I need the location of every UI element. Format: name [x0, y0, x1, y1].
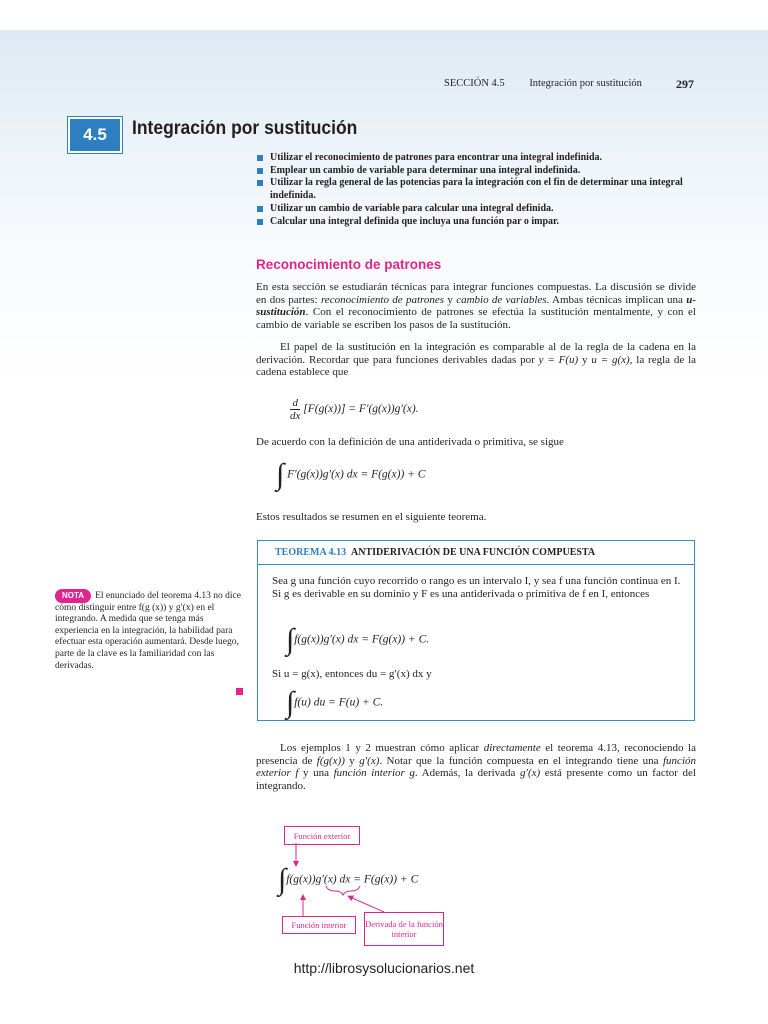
section-title: Integración por sustitución — [132, 118, 358, 139]
footer-url: http://librosysolucionarios.net — [293, 960, 475, 976]
objective-item: Utilizar la regla general de las potencias para la integración con el fin de determinar una integral indefinida. — [256, 177, 696, 202]
theorem-title: ANTIDERIVACIÓN DE UNA FUNCIÓN COMPUESTA — [351, 547, 596, 558]
objective-item: Emplear un cambio de variable para determinar una integral indefinida. — [256, 165, 696, 178]
outer-function-label: Función exterior — [284, 826, 360, 845]
section-number-badge: 4.5 — [68, 117, 122, 153]
inner-function-label: Función interior — [282, 916, 356, 934]
page-number: 297 — [676, 77, 694, 91]
paragraph-intro: En esta sección se estudiarán técnicas para integrar funciones compuestas. La discusión se divide en dos partes: reconocimiento de patrones y cambio de variables. Ambas técnicas implican una u-sustitución. Con el reconocimiento de patrones se efectúa la sustitución mentalmente, y con el cambio de variable se escriben los pasos de la sustitución. — [256, 281, 697, 331]
equation-composite-diagram: ∫f(g(x))g′(x) dx = F(g(x)) + C — [278, 863, 419, 896]
paragraph-chain-rule: El papel de la sustitución en la integración es comparable al de la regla de la cadena en la derivación. Recordar que para funciones derivables dadas por y = F(u) y u = g(x), la regla de la cadena establece que — [256, 341, 697, 378]
theorem-label: TEOREMA 4.13 — [275, 547, 347, 558]
running-head-section: SECCIÓN 4.5 — [444, 78, 505, 89]
margin-note — [55, 589, 245, 672]
objective-item: Utilizar un cambio de variable para calcular una integral definida. — [256, 203, 696, 216]
note-text: El enunciado del teorema 4.13 no dice cómo distinguir entre f(g (x)) y g′(x) en el integrando. A medida que se tenga más experiencia en la integración, la habilidad para efectuar esta operación aumentará. Desde luego, parte de la clave es la familiaridad con las derivadas. — [55, 591, 241, 671]
theorem-substitution: Si u = g(x), entonces du = g′(x) dx y — [272, 668, 432, 680]
objective-item: Utilizar el reconocimiento de patrones para encontrar una integral indefinida. — [256, 152, 696, 165]
paragraph-examples: Los ejemplos 1 y 2 muestran cómo aplicar directamente el teorema 4.13, reconociendo la presencia de f(g(x)) y g′(x). Notar que la función compuesta en el integrando tiene una función exterior f y una función interior g. Además, la derivada g′(x) está presente como un factor del integrando. — [256, 742, 696, 792]
subheading: Reconocimiento de patrones — [256, 257, 442, 272]
note-end-marker — [236, 688, 243, 695]
paragraph-summary: Estos resultados se resumen en el siguiente teorema. — [256, 511, 487, 523]
objective-item: Calcular una integral definida que incluya una función par o impar. — [256, 216, 696, 229]
paragraph-antiderivative: De acuerdo con la definición de una antiderivada o primitiva, se sigue — [256, 436, 564, 448]
inner-derivative-label: Derivada de la función interior — [364, 912, 444, 946]
theorem-equation-2: ∫f(u) du = F(u) + C. — [286, 686, 384, 719]
running-head-title: Integración por sustitución — [529, 78, 642, 89]
running-head — [444, 77, 694, 91]
theorem-header — [258, 541, 694, 565]
theorem-equation-1: ∫f(g(x))g′(x) dx = F(g(x)) + C. — [286, 623, 430, 656]
theorem-box — [257, 540, 695, 721]
derivative-fraction: $\frac{d}{dx}$ — [290, 397, 301, 422]
equation-chain-rule: $\frac{d}{dx}$ [F(g(x))] = F′(g(x))g′(x). — [290, 397, 419, 422]
equation-antiderivative: ∫ F′(g(x))g′(x) dx = F(g(x)) + C — [276, 458, 426, 491]
objectives-list — [256, 152, 696, 228]
integral-sign: ∫ — [276, 458, 285, 491]
note-badge: NOTA — [55, 589, 91, 603]
theorem-statement: Sea g una función cuyo recorrido o rango es un intervalo I, y sea f una función continua en I. Si g es derivable en su dominio y F es una antiderivada o primitiva de f en I, entonces — [272, 575, 681, 600]
